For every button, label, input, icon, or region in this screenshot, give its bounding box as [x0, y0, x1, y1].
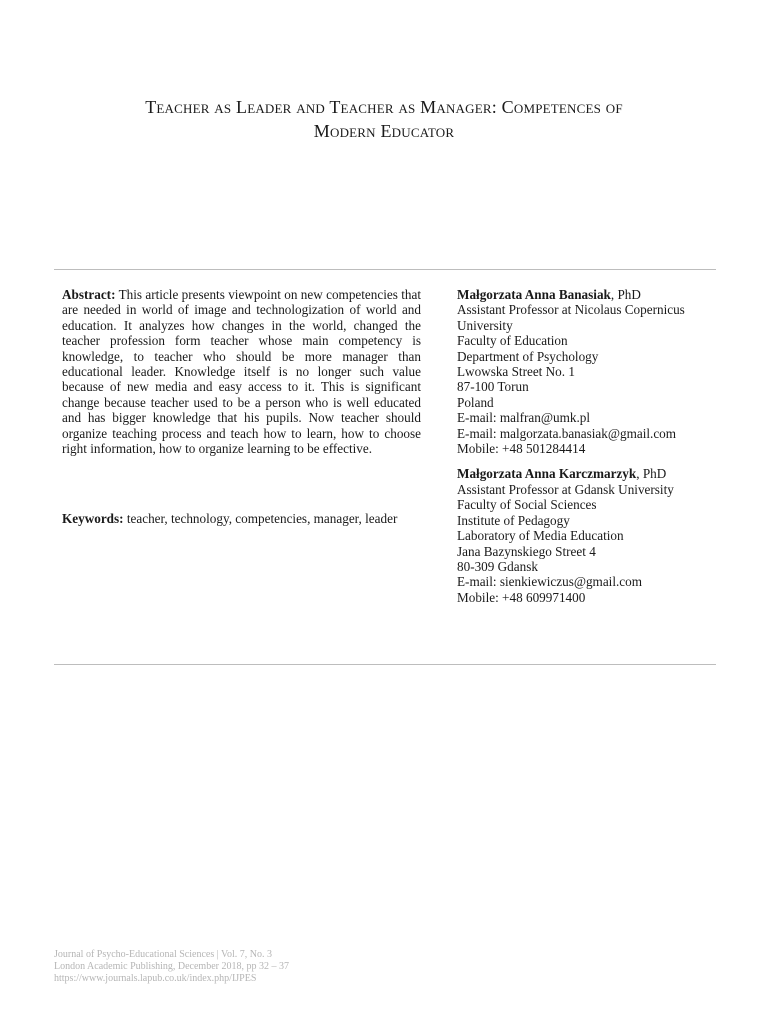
bottom-divider	[54, 664, 716, 665]
author-street: Jana Bazynskiego Street 4	[457, 543, 596, 559]
author-institute: Institute of Pedagogy	[457, 512, 570, 528]
author-postal-city: 80-309 Gdansk	[457, 558, 538, 574]
paper-title-line-2: Modern Educator	[313, 121, 455, 141]
author-name: Małgorzata Anna Banasiak	[457, 287, 611, 302]
authors-section	[457, 287, 722, 615]
author-email: E-mail: sienkiewiczus@gmail.com	[457, 574, 642, 590]
abstract-text: This article presents viewpoint on new competencies that are needed in world of image and technologization of world and education. It analyzes how changes in the world, changed the teacher profession form teacher whose main competency is knowledge, to teacher who should be more manager than educational leader. Knowledge itself is no longer such value because of new media and easy access to it. This is significant change because teacher used to be a person who is well educated and has bigger knowledge that his pupils. Now teacher should organize teaching process and teach how to learn, how to choose right information, how to organize learning to be effective.	[62, 287, 421, 457]
top-divider	[54, 269, 716, 270]
keywords-text: teacher, technology, competencies, manager, leader	[123, 511, 398, 526]
author-postal-city: 87-100 Torun	[457, 379, 529, 395]
abstract-section	[62, 287, 421, 456]
author-degree: , PhD	[610, 287, 641, 302]
author-email: E-mail: malfran@umk.pl	[457, 410, 590, 426]
author-faculty: Faculty of Education	[457, 333, 568, 349]
paper-title-line-1: Teacher as Leader and Teacher as Manager: Competences of	[145, 97, 623, 117]
footer-publisher: London Academic Publishing, December 2018, pp 32 – 37	[54, 961, 289, 972]
author-department: Department of Psychology	[457, 348, 599, 364]
keywords-label: Keywords:	[62, 511, 124, 526]
author-mobile: Mobile: +48 501284414	[457, 441, 586, 457]
journal-footer	[54, 949, 289, 985]
keywords-section	[62, 511, 411, 527]
author-street: Lwowska Street No. 1	[457, 364, 575, 380]
author-country: Poland	[457, 394, 494, 410]
author-block	[457, 287, 722, 456]
author-degree: , PhD	[636, 466, 667, 482]
author-name: Małgorzata Anna Karczmarzyk	[457, 466, 637, 482]
author-mobile: Mobile: +48 609971400	[457, 589, 586, 605]
author-block	[457, 466, 722, 605]
paper-title	[60, 95, 708, 143]
author-email: E-mail: malgorzata.banasiak@gmail.com	[457, 425, 677, 441]
footer-url: https://www.journals.lapub.co.uk/index.php/IJPES	[54, 973, 257, 984]
abstract-label: Abstract:	[62, 287, 116, 302]
footer-journal: Journal of Psycho-Educational Sciences | Vol. 7, No. 3	[54, 949, 272, 960]
author-affiliation: Assistant Professor at Gdansk University	[457, 481, 674, 497]
author-faculty: Faculty of Social Sciences	[457, 497, 597, 513]
author-affiliation: Assistant Professor at Nicolaus Copernicus University	[457, 302, 685, 333]
author-laboratory: Laboratory of Media Education	[457, 528, 624, 544]
